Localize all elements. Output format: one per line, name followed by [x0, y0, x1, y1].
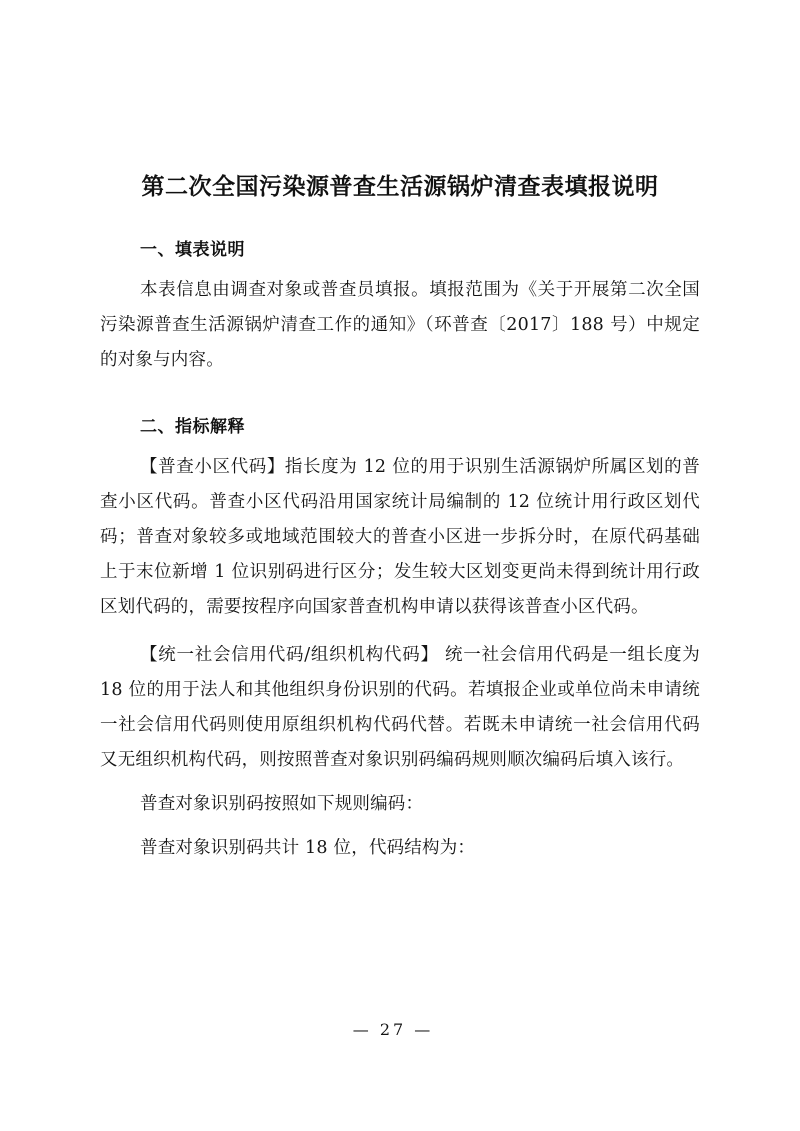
paragraph-unified-social-credit-code: 【统一社会信用代码/组织机构代码】 统一社会信用代码是一组长度为 18 位的用于法人和其他组织身份识别的代码。若填报企业或单位尚未申请统一社会信用代码则使用原组织机构代码代替。若既未申请统一社会信用代码又无组织机构代码，则按照普查对象识别码编码规则顺次编码后填入该行。 — [100, 645, 700, 770]
page-title: 第二次全国污染源普查生活源锅炉清查表填报说明 — [141, 174, 659, 200]
section-heading-filling-instructions: 一、填表说明 — [140, 240, 245, 260]
paragraph-identifier-structure: 普查对象识别码共计 18 位，代码结构为： — [140, 838, 476, 858]
section-heading-indicator-explanation: 二、指标解释 — [140, 417, 245, 437]
paragraph-filling-scope: 本表信息由调查对象或普查员填报。填报范围为《关于开展第二次全国污染源普查生活源锅炉清查工作的通知》（环普查〔2017〕188 号）中规定的对象与内容。 — [100, 280, 700, 370]
paragraph-identifier-rule-intro: 普查对象识别码按照如下规则编码： — [140, 794, 424, 814]
paragraph-census-area-code: 【普查小区代码】指长度为 12 位的用于识别生活源锅炉所属区划的普查小区代码。普查小区代码沿用国家统计局编制的 12 位统计用行政区划代码；普查对象较多或地域范围较大的普查小区进一步拆分时，在原代码基础上于末位新增 1 位识别码进行区分；发生较大区划变更尚未得到统计用行政区划代码的，需要按程序向国家普查机构申请以获得该普查小区代码。 — [100, 457, 700, 617]
page-number: — 27 — — [352, 1020, 434, 1039]
